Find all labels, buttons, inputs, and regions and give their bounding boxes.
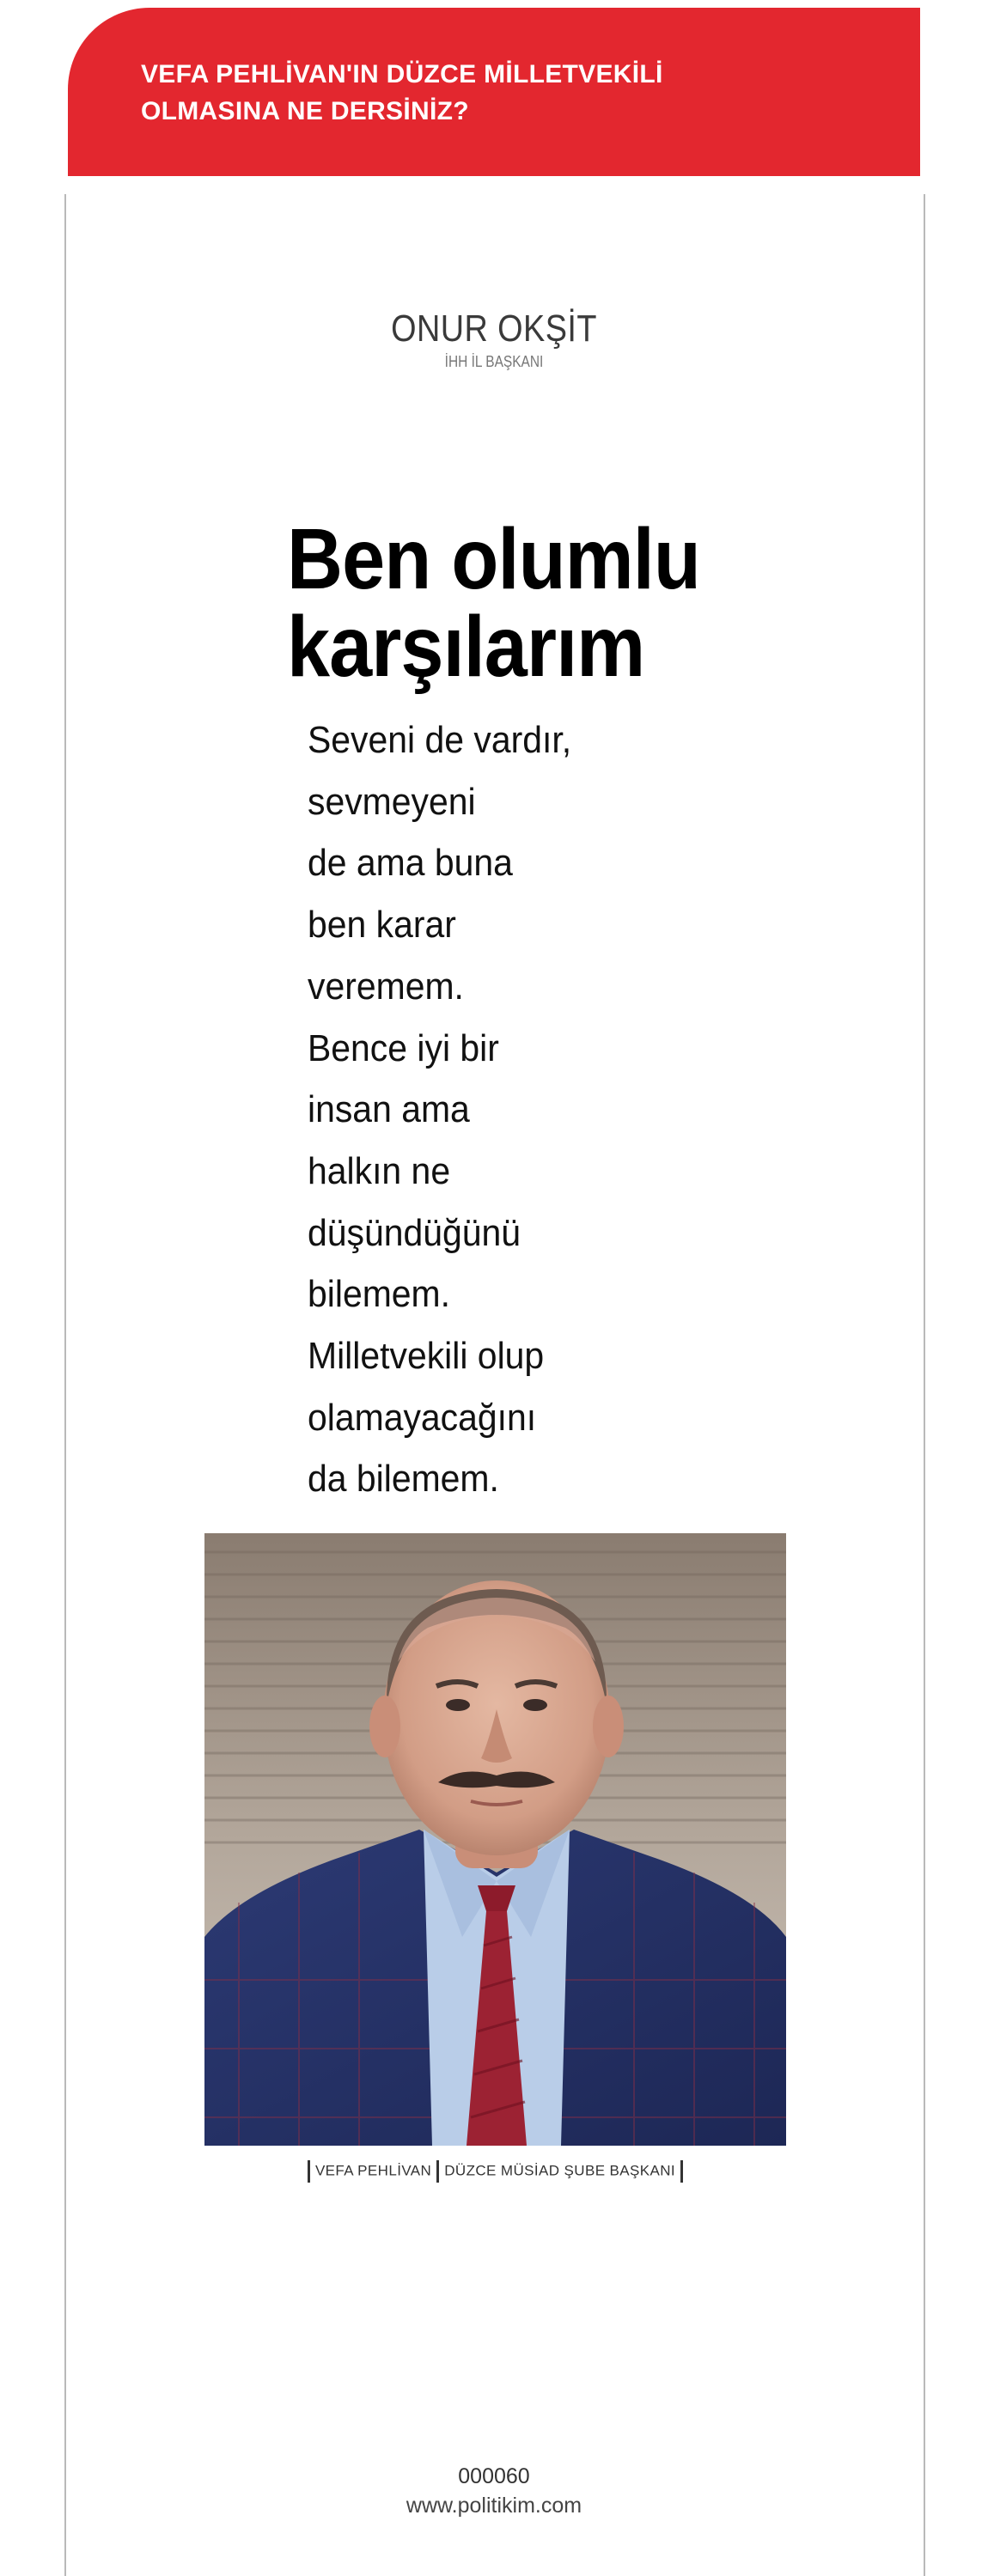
header-band bbox=[68, 8, 920, 176]
article-headline: Ben olumlu karşılarım bbox=[287, 511, 700, 695]
author-name: ONUR OKŞİT bbox=[391, 308, 597, 350]
page-number: 000060 bbox=[458, 2464, 530, 2488]
byline bbox=[326, 308, 662, 371]
page-footer bbox=[326, 2462, 662, 2520]
page-title: VEFA PEHLİVAN'IN DÜZCE MİLLETVEKİLİ OLMASINA NE DERSİNİZ? bbox=[141, 60, 663, 125]
author-title: İHH İL BAŞKANI bbox=[444, 353, 544, 370]
portrait-illustration bbox=[204, 1533, 786, 2146]
portrait-photo bbox=[204, 1533, 786, 2146]
caption-divider bbox=[308, 2160, 310, 2183]
left-border-rule bbox=[64, 194, 66, 2576]
caption-name: VEFA PEHLİVAN bbox=[314, 2162, 432, 2179]
caption-divider bbox=[680, 2160, 683, 2183]
photo-caption bbox=[204, 2159, 786, 2183]
site-url: www.politikim.com bbox=[406, 2494, 582, 2518]
caption-role: DÜZCE MÜSİAD ŞUBE BAŞKANI bbox=[444, 2162, 676, 2179]
right-border-rule bbox=[924, 194, 925, 2576]
caption-divider bbox=[436, 2160, 439, 2183]
article-quote: Seveni de vardır, sevmeyeni de ama buna ben karar veremem. Bence iyi bir insan ama halkın ne düşündüğünü bilemem. Milletvekili olup olamayacağını da bilemem. bbox=[308, 719, 572, 1501]
